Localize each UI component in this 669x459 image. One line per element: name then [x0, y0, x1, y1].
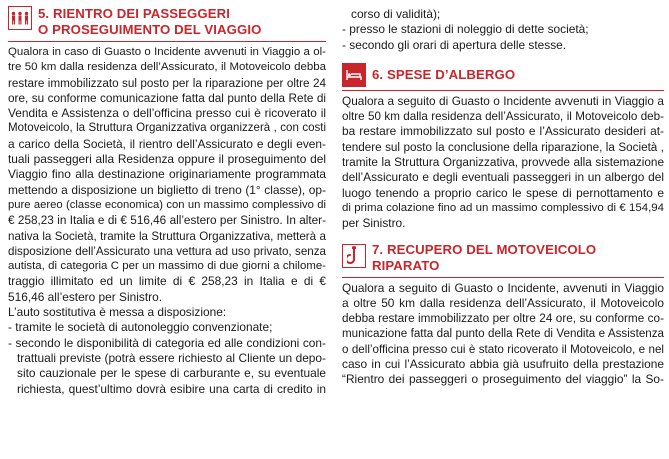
paragraph-line: a oltre 50 km dalla residenza dell’Assicurato, il Motoveicolo — [342, 295, 664, 310]
list-item: - secondo gli orari di apertura delle stesse. — [342, 37, 567, 52]
list-item-continuation: richiesta, quest’ultimo dovrà esibire una carta di credito in — [17, 381, 326, 396]
paragraph-line: ba restare immobilizzato sul posto e l’Assicurato desideri at- — [342, 124, 664, 139]
paragraph-line: per Sinistro. — [342, 216, 406, 231]
paragraph-line: debba restare immobilizzato per oltre 24 ore, su conforme co- — [342, 312, 664, 326]
section-7 — [342, 242, 664, 388]
list-item: - presso le stazioni di noleggio di dette società; — [342, 22, 589, 37]
paragraph-line: tramite la Struttura Organizzativa, provvede alla sistemazione — [342, 156, 664, 170]
paragraph-line: Viaggio fino alla destinazione originariamente programmata — [8, 167, 326, 182]
paragraph-line: oltre 50 km dalla residenza dell’Assicurato, il Motoveicolo deb- — [342, 110, 664, 124]
paragraph-line: Qualora a seguito di Guasto o Incidente avvenuti in Viaggio a — [342, 93, 664, 108]
section-5-title-line-2: O PROSEGUIMENTO DEL VIAGGIO — [38, 22, 262, 37]
section-7-rule — [342, 277, 664, 278]
paragraph-line: tre 50 km dalla residenza dell’Assicurato, il Motoveicolo debba — [8, 61, 326, 74]
paragraph-line: luogo tenendo a proprio carico le spese di pernottamento e — [342, 185, 664, 200]
paragraph-line: Vendita e Assistenza o dell’officina presso cui è ricoverato il — [8, 106, 326, 121]
paragraph-line: municazione fatta dal punto della Rete di Vendita e Assistenza — [342, 327, 664, 341]
right-column — [342, 7, 664, 388]
list-item-continuation: trattuali previste (potrà essere richiesto al Cliente un depo- — [17, 350, 326, 365]
left-column — [8, 6, 326, 397]
paragraph-line: a carico della Società, il rientro dell’Assicurato e degli even- — [8, 136, 326, 151]
continued-list — [342, 7, 664, 53]
section-5-header — [8, 6, 326, 38]
section-6-rule — [342, 90, 664, 91]
paragraph-line: tuali passeggeri alla Residenza oppure il proseguimento del — [8, 152, 326, 167]
section-6 — [342, 63, 664, 232]
section-6-header — [342, 63, 664, 87]
section-7-body — [342, 281, 664, 388]
paragraph-line: “Rientro dei passeggeri o proseguimento del viaggio” la So- — [342, 372, 664, 387]
paragraph-line: o dell’officina presso cui è stato ricoverato il Motoveicolo, e nel — [342, 342, 664, 356]
paragraph-line: 516,46 all’estero per Sinistro. — [8, 289, 163, 304]
section-5 — [8, 6, 326, 397]
section-7-title — [372, 242, 596, 274]
list-item-continuation: sito cauzionale per le spese di carburante e, su eventuale — [17, 366, 326, 381]
list-item: - tramite le società di autonoleggio convenzionate; — [8, 320, 273, 335]
section-5-body — [8, 45, 326, 397]
paragraph-line: Motoveicolo, la Struttura Organizzativa organizzerà , con costi — [8, 122, 326, 135]
section-6-body — [342, 94, 664, 232]
paragraph-line: Qualora in caso di Guasto o Incidente avvenuti in Viaggio a ol- — [8, 46, 326, 58]
paragraph-line: pure aereo (classe economica) con un massimo complessivo di — [8, 198, 326, 211]
section-5-title-line-1: 5. RIENTRO DEI PASSEGGERI — [38, 6, 231, 21]
paragraph-line: caso in cui l’Assicurato abbia già usufruito della prestazione — [342, 357, 664, 372]
tow-hook-icon — [342, 244, 366, 268]
paragraph-line: Qualora a seguito di Guasto o Incidente, avvenuti in Viaggio — [342, 280, 664, 295]
list-item: - secondo le disponibilità di categoria ed alle condizioni con- — [8, 335, 326, 350]
list-item-continuation: corso di validità); — [351, 7, 441, 21]
paragraph-line: tendere sul posto la conclusione della riparazione, la Società , — [342, 140, 664, 154]
paragraph-line: di prima colazione fino ad un massimo complessivo di € 154,94 — [342, 201, 664, 214]
passengers-icon — [8, 6, 32, 30]
paragraph-line: nativa la Società, tramite la Struttura Organizzativa, metterà a — [8, 229, 326, 243]
section-7-title-line-1: 7. RECUPERO DEL MOTOVEICOLO — [372, 241, 597, 257]
section-5-title — [38, 6, 262, 38]
paragraph-line: € 258,23 in Italia e di € 516,46 all’estero per Sinistro. In alter- — [8, 214, 326, 228]
section-5-rule — [8, 41, 326, 42]
paragraph-line: L’auto sostitutiva è messa a disposizione: — [8, 305, 227, 320]
section-6-title: 6. SPESE D’ALBERGO — [372, 66, 516, 82]
paragraph-line: restare immobilizzato sul posto per la riparazione per oltre 24 — [8, 76, 326, 90]
paragraph-line: autista, di categoria C per un massimo di due giorni a chilome- — [8, 260, 326, 273]
hotel-bed-icon — [342, 63, 366, 87]
section-7-title-line-2: RIPARATO — [372, 257, 440, 273]
section-7-header — [342, 242, 664, 274]
paragraph-line: mettendo a disposizione un biglietto di treno (1° classe), op- — [8, 182, 326, 197]
paragraph-line: traggio illimitato ed un limite di € 258,23 in Italia e di € — [8, 274, 326, 289]
paragraph-line: ore, su conforme comunicazione fatta dal punto della Rete di — [8, 91, 326, 105]
paragraph-line: dell’Assicurato e degli eventuali passeggeri in un albergo del — [342, 170, 664, 185]
paragraph-line: disposizione dell’Assicurato una vettura ad uso privato, senza — [8, 244, 326, 258]
